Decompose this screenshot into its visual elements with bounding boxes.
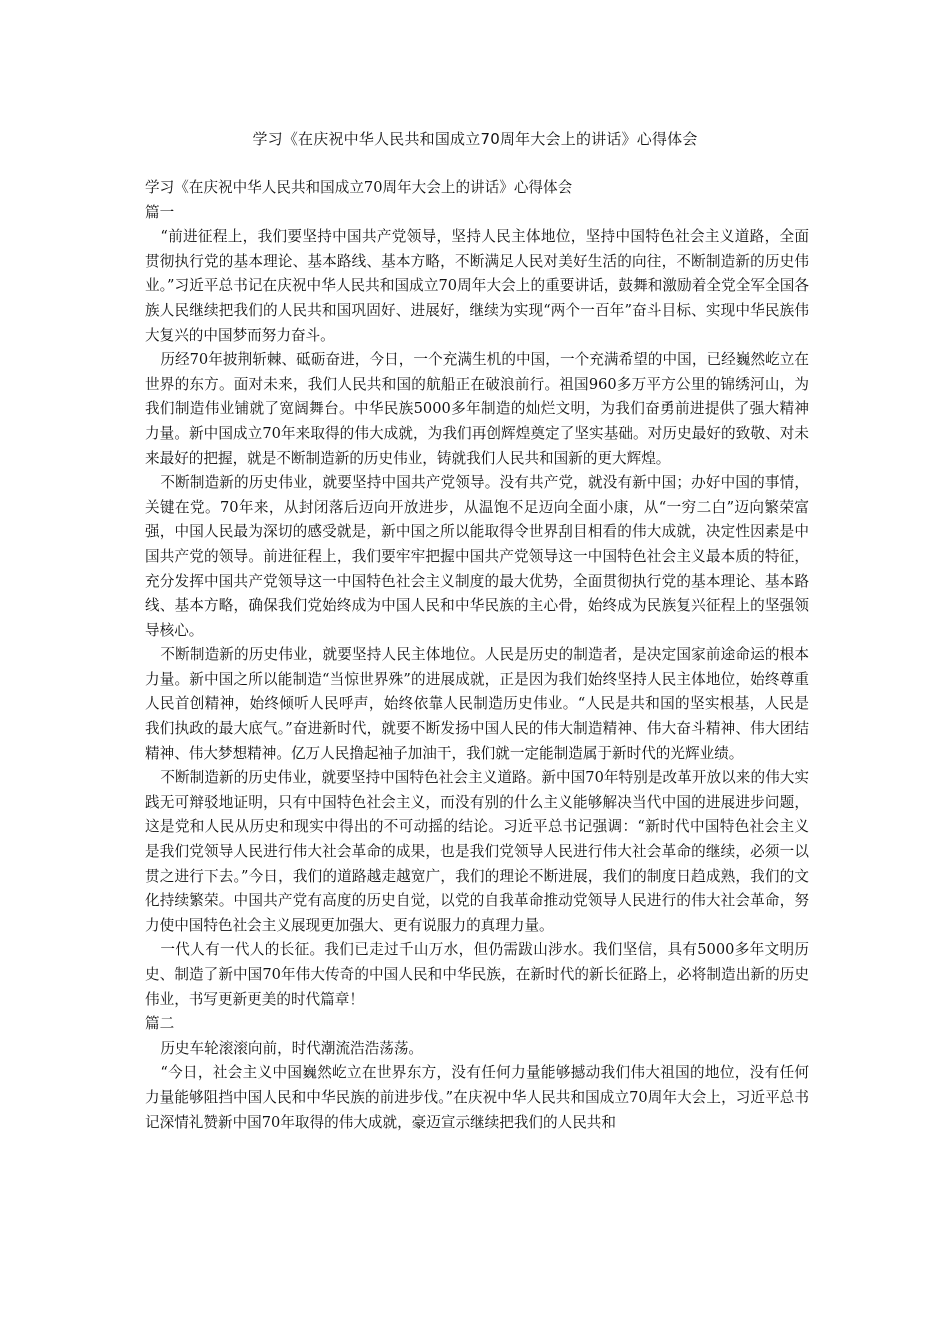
paragraph: 一代人有一代人的长征。我们已走过千山万水，但仍需跋山涉水。我们坚信，具有5000多年文明历史、制造了新中国70年伟大传奇的中国人民和中华民族，在新时代的新长征路上，必将制造出新的历史伟业，书写更新更美的时代篇章！ (145, 941, 809, 1008)
paragraph: 不断制造新的历史伟业，就要坚持中国特色社会主义道路。新中国70年特别是改革开放以来的伟大实践无可辩驳地证明，只有中国特色社会主义，而没有别的什么主义能够解决当代中国的进展进步问题，这是党和人民从历史和现实中得出的不可动摇的结论。习近平总书记强调：“新时代中国特色社会主义是我们党领导人民进行伟大社会革命的成果，也是我们党领导人民进行伟大社会革命的继续，必须一以贯之进行下去。”今日，我们的道路越走越宽广，我们的理论不断进展，我们的制度日趋成熟，我们的文化持续繁荣。中国共产党有高度的历史自觉，以党的自我革命推动党领导人民进行的伟大社会革命，努力使中国特色社会主义展现更加强大、更有说服力的真理力量。 (145, 769, 809, 934)
document-body (145, 176, 809, 1135)
page-header-title: 学习《在庆祝中华人民共和国成立70周年大会上的讲话》心得体会 (252, 130, 698, 148)
document-title: 学习《在庆祝中华人民共和国成立70周年大会上的讲话》心得体会 (145, 179, 573, 196)
section-heading-1: 篇一 (145, 203, 175, 221)
paragraph: “今日，社会主义中国巍然屹立在世界东方，没有任何力量能够撼动我们伟大祖国的地位，没有任何力量能够阻挡中国人民和中华民族的前进步伐。”在庆祝中华人民共和国成立70周年大会上，习近平总书记深情礼赞新中国70年取得的伟大成就，豪迈宣示继续把我们的人民共和 (145, 1064, 809, 1131)
paragraph: 历史车轮滚滚向前，时代潮流浩浩荡荡。 (160, 1039, 424, 1057)
paragraph: “前进征程上，我们要坚持中国共产党领导，坚持人民主体地位，坚持中国特色社会主义道路，全面贯彻执行党的基本理论、基本路线、基本方略，不断满足人民对美好生活的向往，不断制造新的历史伟业。”习近平总书记在庆祝中华人民共和国成立70周年大会上的重要讲话，鼓舞和激励着全党全军全国各族人民继续把我们的人民共和国巩固好、进展好，继续为实现“两个一百年”奋斗目标、实现中华民族伟大复兴的中国梦而努力奋斗。 (145, 228, 809, 344)
section-heading-2: 篇二 (145, 1015, 175, 1033)
paragraph: 不断制造新的历史伟业，就要坚持人民主体地位。人民是历史的制造者，是决定国家前途命运的根本力量。新中国之所以能制造“当惊世界殊”的进展成就，正是因为我们始终坚持人民主体地位，始终尊重人民首创精神，始终倾听人民呼声，始终依靠人民制造历史伟业。“人民是共和国的坚实根基，人民是我们执政的最大底气。”奋进新时代，就要不断发扬中国人民的伟大制造精神、伟大奋斗精神、伟大团结精神、伟大梦想精神。亿万人民撸起袖子加油干，我们就一定能制造属于新时代的光辉业绩。 (145, 646, 809, 762)
paragraph: 历经70年披荆斩棘、砥砺奋进，今日，一个充满生机的中国，一个充满希望的中国，已经巍然屹立在世界的东方。面对未来，我们人民共和国的航船正在破浪前行。祖国960多万平方公里的锦绣河山，为我们制造伟业铺就了宽阔舞台。中华民族5000多年制造的灿烂文明，为我们奋勇前进提供了强大精神力量。新中国成立70年来取得的伟大成就，为我们再创辉煌奠定了坚实基础。对历史最好的致敬、对未来最好的把握，就是不断制造新的历史伟业，铸就我们人民共和国新的更大辉煌。 (145, 351, 809, 467)
paragraph: 不断制造新的历史伟业，就要坚持中国共产党领导。没有共产党，就没有新中国；办好中国的事情，关键在党。70年来，从封闭落后迈向开放进步，从温饱不足迈向全面小康，从“一穷二白”迈向繁荣富强，中国人民最为深切的感受就是，新中国之所以能取得令世界刮目相看的伟大成就，决定性因素是中国共产党的领导。前进征程上，我们要牢牢把握中国共产党领导这一中国特色社会主义最本质的特征，充分发挥中国共产党领导这一中国特色社会主义制度的最大优势，全面贯彻执行党的基本理论、基本路线、基本方略，确保我们党始终成为中国人民和中华民族的主心骨，始终成为民族复兴征程上的坚强领导核心。 (145, 474, 809, 639)
